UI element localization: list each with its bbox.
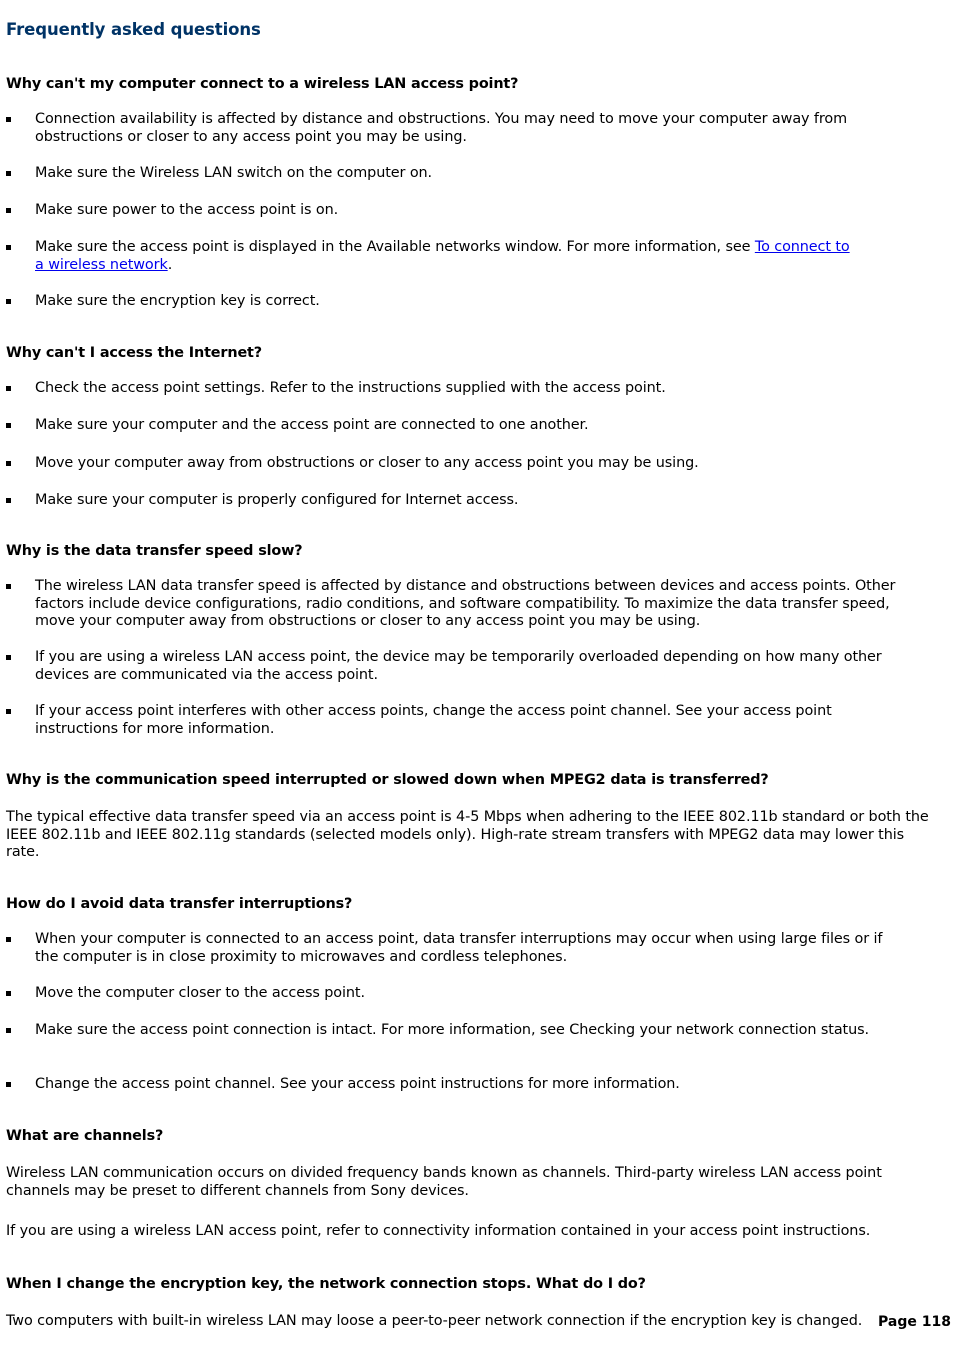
list-item: Make sure the encryption key is correct. [35, 293, 320, 309]
list-item: Move the computer closer to the access point. [35, 985, 365, 1001]
bullet-icon [6, 709, 11, 714]
bullet-icon [6, 171, 11, 176]
list-item: Make sure your computer and the access point are connected to one another. [35, 417, 589, 433]
bullet-icon [6, 1028, 11, 1033]
bullet-icon [6, 299, 11, 304]
answer-paragraph: Wireless LAN communication occurs on divided frequency bands known as channels. Third-party wireless LAN access point channels may be preset to different channels from Sony devices. [6, 1165, 882, 1199]
question-heading: Why is the communication speed interrupted or slowed down when MPEG2 data is transferred? [6, 772, 769, 788]
question-heading: Why is the data transfer speed slow? [6, 543, 303, 559]
page-number: Page 118 [878, 1314, 951, 1330]
list-item: Connection availability is affected by distance and obstructions. You may need to move your computer away from obstructions or closer to any access point you may be using. [35, 111, 848, 145]
question-heading: Why can't my computer connect to a wireless LAN access point? [6, 76, 519, 92]
question-heading: What are channels? [6, 1128, 164, 1144]
list-item: Move your computer away from obstructions or closer to any access point you may be using. [35, 455, 699, 471]
list-item: Make sure the access point is displayed in the Available networks window. For more information, see To connect to a wireless network. [35, 239, 850, 273]
list-item: Change the access point channel. See your access point instructions for more information. [35, 1076, 680, 1092]
list-item: When your computer is connected to an access point, data transfer interruptions may occur when using large files or if the computer is in close proximity to microwaves and cordless telephones. [35, 931, 883, 965]
list-item: Make sure the Wireless LAN switch on the computer on. [35, 165, 433, 181]
connect-wireless-network-link[interactable]: To connect to a wireless network [35, 239, 850, 273]
bullet-icon [6, 498, 11, 503]
list-item: The wireless LAN data transfer speed is affected by distance and obstructions between devices and access points. Other factors include device configurations, radio conditions, and software compatibility. To maximize the data transfer speed, move your computer away from obstructions or closer to any access point you may be using. [35, 578, 896, 629]
list-item: If your access point interferes with other access points, change the access point channel. See your access point instructions for more information. [35, 703, 832, 737]
bullet-icon [6, 655, 11, 660]
bullet-icon [6, 117, 11, 122]
question-heading: How do I avoid data transfer interruptions? [6, 896, 353, 912]
bullet-icon [6, 937, 11, 942]
bullet-icon [6, 461, 11, 466]
list-item: Make sure your computer is properly configured for Internet access. [35, 492, 519, 508]
list-item: Check the access point settings. Refer to the instructions supplied with the access point. [35, 380, 666, 396]
list-item: If you are using a wireless LAN access point, the device may be temporarily overloaded depending on how many other devices are communicated via the access point. [35, 649, 882, 683]
answer-paragraph: If you are using a wireless LAN access point, refer to connectivity information contained in your access point instructions. [6, 1223, 871, 1239]
bullet-icon [6, 245, 11, 250]
question-heading: When I change the encryption key, the network connection stops. What do I do? [6, 1276, 646, 1292]
question-heading: Why can't I access the Internet? [6, 345, 262, 361]
page-title: Frequently asked questions [6, 20, 261, 39]
bullet-icon [6, 584, 11, 589]
list-item: Make sure the access point connection is intact. For more information, see Checking your network connection status. [35, 1022, 869, 1038]
bullet-icon [6, 423, 11, 428]
bullet-icon [6, 991, 11, 996]
bullet-icon [6, 386, 11, 391]
list-item: Make sure power to the access point is on. [35, 202, 339, 218]
answer-paragraph: The typical effective data transfer speed via an access point is 4-5 Mbps when adhering to the IEEE 802.11b standard or both the IEEE 802.11b and IEEE 802.11g standards (selected models only). High-rate stream transfers with MPEG2 data may lower this rate. [6, 809, 929, 860]
list-item-text: Make sure the access point is displayed in the Available networks window. For more information, see [35, 239, 755, 255]
answer-paragraph: Two computers with built-in wireless LAN may loose a peer-to-peer network connection if the encryption key is changed. [6, 1313, 863, 1329]
bullet-icon [6, 1082, 11, 1087]
bullet-icon [6, 208, 11, 213]
